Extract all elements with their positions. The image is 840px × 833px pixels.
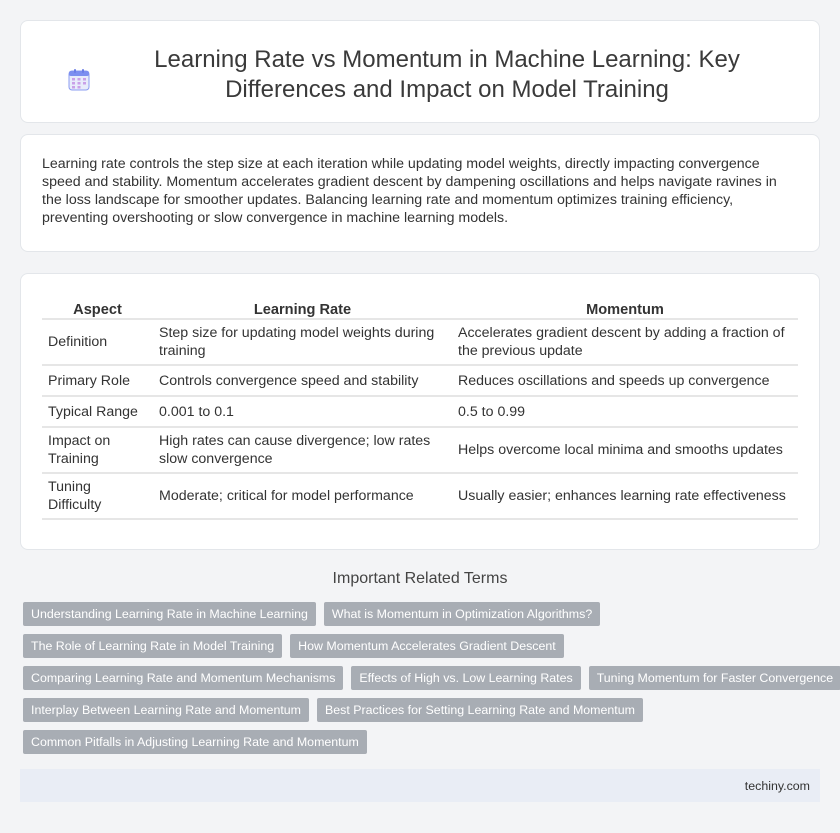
table-header-row xyxy=(42,295,798,319)
table-cell: 0.001 to 0.1 xyxy=(153,396,452,427)
column-header-momentum: Momentum xyxy=(452,295,798,319)
tag-row xyxy=(23,602,823,628)
related-term-tag[interactable]: How Momentum Accelerates Gradient Descent xyxy=(290,634,564,658)
related-term-tag[interactable]: Interplay Between Learning Rate and Momentum xyxy=(23,698,309,722)
table-cell: High rates can cause divergence; low rates slow convergence xyxy=(153,427,452,473)
related-term-tag[interactable]: Comparing Learning Rate and Momentum Mechanisms xyxy=(23,666,343,690)
table-cell: Helps overcome local minima and smooths updates xyxy=(452,427,798,473)
table-cell: Primary Role xyxy=(42,365,153,396)
column-header-learning-rate: Learning Rate xyxy=(153,295,452,319)
table-cell: Usually easier; enhances learning rate effectiveness xyxy=(452,473,798,519)
related-term-tag[interactable]: What is Momentum in Optimization Algorithms? xyxy=(324,602,600,626)
related-term-tag[interactable]: Best Practices for Setting Learning Rate and Momentum xyxy=(317,698,643,722)
table-cell: Tuning Difficulty xyxy=(42,473,153,519)
table-cell: Accelerates gradient descent by adding a fraction of the previous update xyxy=(452,319,798,365)
related-term-tag[interactable]: Tuning Momentum for Faster Convergence xyxy=(589,666,840,690)
table-cell: Moderate; critical for model performance xyxy=(153,473,452,519)
comparison-table xyxy=(42,295,798,520)
title-card xyxy=(20,20,820,123)
comparison-table-card xyxy=(20,273,820,550)
table-cell: Reduces oscillations and speeds up convergence xyxy=(452,365,798,396)
table-row xyxy=(42,319,798,365)
intro-card xyxy=(20,134,820,252)
related-term-tag[interactable]: The Role of Learning Rate in Model Training xyxy=(23,634,282,658)
table-row xyxy=(42,396,798,427)
intro-paragraph: Learning rate controls the step size at each iteration while updating model weights, directly impacting convergence speed and stability. Momentum accelerates gradient descent by dampening oscillations and helps navigate ravines in the loss landscape for smoother updates. Balancing learning rate and momentum optimizes training efficiency, preventing overshooting or slow convergence in machine learning models. xyxy=(42,156,777,226)
related-term-tag[interactable]: Effects of High vs. Low Learning Rates xyxy=(351,666,580,690)
table-cell: Impact on Training xyxy=(42,427,153,473)
column-header-aspect: Aspect xyxy=(42,295,153,319)
related-term-tag[interactable]: Understanding Learning Rate in Machine Learning xyxy=(23,602,316,626)
table-cell: Step size for updating model weights during training xyxy=(153,319,452,365)
footer-brand[interactable]: techiny.com xyxy=(744,779,810,793)
related-term-tag[interactable]: Common Pitfalls in Adjusting Learning Rate and Momentum xyxy=(23,730,367,754)
tag-row xyxy=(23,730,823,756)
table-row xyxy=(42,365,798,396)
calendar-grid-icon xyxy=(68,69,90,91)
table-row xyxy=(42,473,798,519)
tag-row xyxy=(23,698,823,724)
related-terms-heading: Important Related Terms xyxy=(332,570,508,587)
table-cell: Definition xyxy=(42,319,153,365)
table-cell: 0.5 to 0.99 xyxy=(452,396,798,427)
page-title: Learning Rate vs Momentum in Machine Learning: Key Differences and Impact on Model Training xyxy=(154,46,740,103)
tag-row xyxy=(23,634,823,660)
tag-row xyxy=(23,666,834,692)
table-cell: Controls convergence speed and stability xyxy=(153,365,452,396)
footer xyxy=(20,769,820,802)
table-row xyxy=(42,427,798,473)
table-cell: Typical Range xyxy=(42,396,153,427)
related-terms-list xyxy=(23,602,834,762)
